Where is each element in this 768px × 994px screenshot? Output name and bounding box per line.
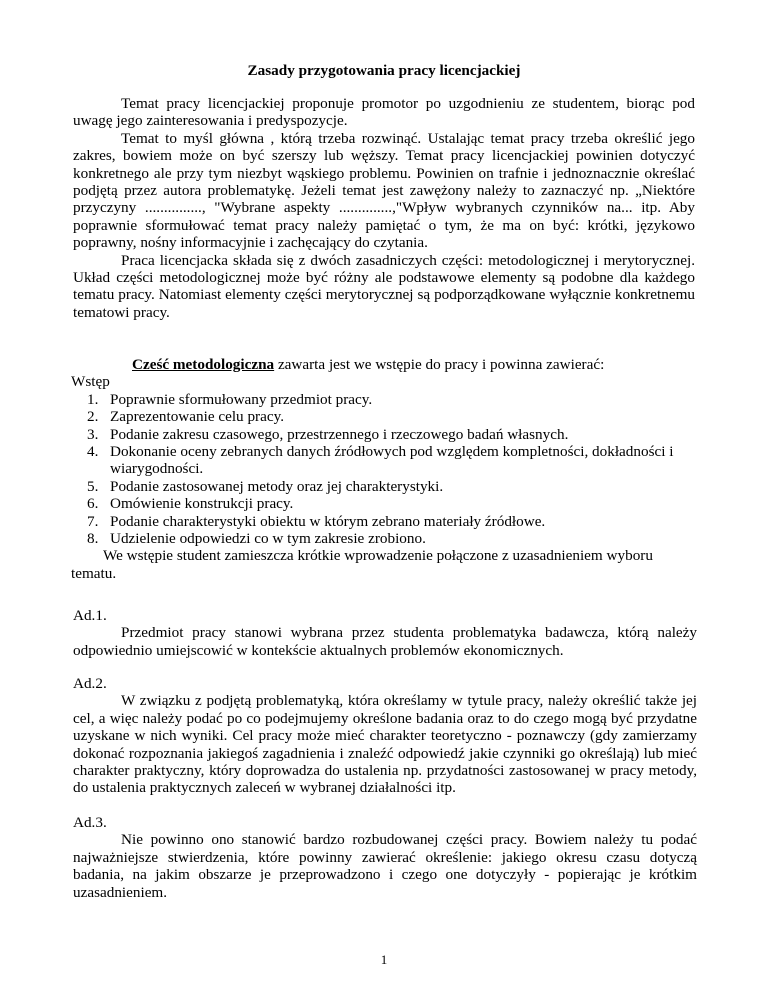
list-item-text: Podanie zakresu czasowego, przestrzennego i rzeczowego badań własnych. bbox=[110, 425, 569, 443]
ad1-label: Ad.1. bbox=[73, 607, 107, 624]
methodology-closing: We wstępie student zamieszcza krótkie wprowadzenie połączone z uzasadnieniem wyboru tematu. bbox=[71, 547, 653, 582]
document-title: Zasady przygotowania pracy licencjackiej bbox=[247, 62, 521, 79]
list-item bbox=[71, 391, 691, 408]
ad1-text: Przedmiot pracy stanowi wybrana przez studenta problematyka badawcza, którą należy odpowiednio umiejscowić w kontekście aktualnych problemów ekonomicznych. bbox=[73, 624, 697, 659]
list-item bbox=[71, 513, 691, 530]
ad2-section bbox=[73, 675, 697, 797]
list-item-text: Udzielenie odpowiedzi co w tym zakresie zrobiono. bbox=[110, 530, 426, 548]
list-item-text: Podanie zastosowanej metody oraz jej charakterystyki. bbox=[110, 477, 444, 495]
intro-paragraph: Praca licencjacka składa się z dwóch zasadniczych części: metodologicznej i merytorycznej. Układ części metodologicznej może być różny ale podstawowe elementy są podobne dla każdego tematu pracy. Natomiast elementy części merytorycznej są podporządkowane wyłącznie konkretnemu tematowi pracy. bbox=[73, 251, 695, 321]
list-item-number: 3. bbox=[87, 425, 99, 443]
intro-section bbox=[73, 95, 695, 321]
list-item bbox=[71, 426, 691, 443]
list-item bbox=[71, 478, 691, 495]
list-item bbox=[71, 443, 691, 478]
list-item-number: 1. bbox=[87, 390, 99, 408]
ad2-text: W związku z podjętą problematyką, która określamy w tytule pracy, należy określić także jej cel, a więc należy podać po co podejmujemy określone badania oraz to do czego mogą być przydatne uzyskane w nich wyniki. Cel pracy może mieć charakter teoretyczno - poznawczy (gdy zamierzamy dokonać rozpoznania jakiegoś zagadnienia i znaleźć odpowiedź jakie czynniki go określają) lub mieć charakter praktyczny, który doprowadza do ustalenia np. przydatności zastosowanej w pracy metody, do ustalenia praktycznych zaleceń w wybranej działalności itp. bbox=[73, 692, 697, 797]
list-item bbox=[71, 530, 691, 547]
page-number: 1 bbox=[380, 952, 388, 967]
list-item-number: 4. bbox=[87, 443, 99, 461]
methodology-heading-rest: zawarta jest we wstępie do pracy i powinna zawierać: bbox=[274, 356, 605, 373]
list-item bbox=[71, 495, 691, 512]
list-item bbox=[71, 408, 691, 425]
list-item-text: Zaprezentowanie celu pracy. bbox=[110, 408, 284, 426]
list-item-number: 8. bbox=[87, 530, 99, 548]
list-item-text: Omówienie konstrukcji pracy. bbox=[110, 495, 294, 513]
list-item-number: 2. bbox=[87, 408, 99, 426]
ad1-section bbox=[73, 607, 697, 659]
list-item-number: 7. bbox=[87, 512, 99, 530]
methodology-heading bbox=[132, 356, 691, 373]
list-item-number: 6. bbox=[87, 495, 99, 513]
methodology-list bbox=[71, 391, 691, 548]
list-item-text: Dokonanie oceny zebranych danych źródłowych pod względem kompletności, dokładności i wiarygodności. bbox=[110, 443, 674, 478]
ad3-label: Ad.3. bbox=[73, 814, 107, 831]
ad3-section bbox=[73, 814, 697, 901]
methodology-section bbox=[71, 356, 691, 582]
list-item-text: Podanie charakterystyki obiektu w którym zebrano materiały źródłowe. bbox=[110, 512, 546, 530]
list-item-number: 5. bbox=[87, 477, 99, 495]
list-item-text: Poprawnie sformułowany przedmiot pracy. bbox=[110, 390, 373, 408]
ad2-label: Ad.2. bbox=[73, 675, 107, 692]
methodology-heading-underlined: Cześć metodologiczna bbox=[132, 356, 275, 373]
methodology-label: Wstęp bbox=[71, 373, 110, 391]
ad3-text: Nie powinno ono stanowić bardzo rozbudowanej części pracy. Bowiem należy tu podać najważniejsze stwierdzenia, które powinny zawierać określenie: jakiego okresu czasu dotyczą badania, na jakim obszarze je przeprowadzono i czego one dotyczyły - popierając je krótkim uzasadnieniem. bbox=[73, 831, 697, 901]
intro-paragraph: Temat to myśl główna , którą trzeba rozwinąć. Ustalając temat pracy trzeba określić jego zakres, bowiem może on być szerszy lub węższy. Temat pracy licencjackiej powinien dotyczyć konkretnego ale przy tym niezbyt wąskiego problemu. Powinien on trafnie i jednoznacznie określać podjętą przez autora problematykę. Jeżeli temat jest zawężony należy to zaznaczyć np. „Niektóre przyczyny ..............., "Wybrane aspekty ..............,"Wpływ wybranych czynników na... itp. Aby poprawnie sformułować temat pracy należy pamiętać o tym, że ma on być: krótki, językowo poprawny, nośny informacyjnie i zachęcający do czytania. bbox=[73, 129, 695, 252]
intro-paragraph: Temat pracy licencjackiej proponuje promotor po uzgodnieniu ze studentem, biorąc pod uwagę jego zainteresowania i predyspozycje. bbox=[73, 95, 695, 130]
